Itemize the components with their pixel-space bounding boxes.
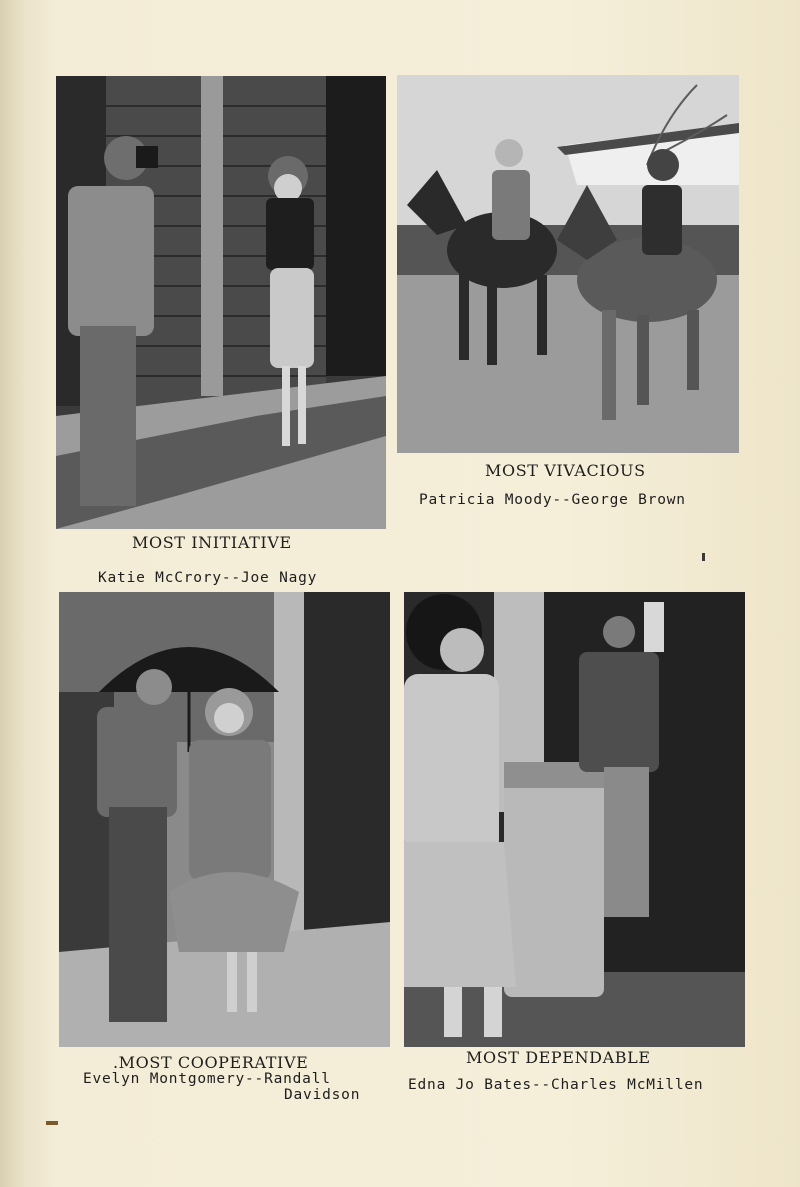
ink-smudge <box>46 1121 58 1125</box>
caption-names-most-cooperative-line2: Davidson <box>284 1087 361 1103</box>
photo-most-cooperative <box>59 592 390 1047</box>
caption-title-most-dependable: MOST DEPENDABLE <box>466 1048 651 1067</box>
caption-names-most-initiative: Katie McCrory--Joe Nagy <box>98 570 318 586</box>
caption-names-most-vivacious: Patricia Moody--George Brown <box>419 492 686 508</box>
caption-title-most-cooperative: .MOST COOPERATIVE <box>113 1053 309 1072</box>
page-spine-shadow <box>0 0 26 1187</box>
caption-names-most-cooperative-line1: Evelyn Montgomery--Randall <box>83 1071 331 1087</box>
caption-title-most-initiative: MOST INITIATIVE <box>132 533 292 552</box>
photo-most-initiative <box>56 76 386 529</box>
photo-most-vivacious <box>397 75 739 453</box>
tick-mark <box>702 553 705 561</box>
caption-names-most-dependable: Edna Jo Bates--Charles McMillen <box>408 1077 704 1093</box>
caption-title-most-vivacious: MOST VIVACIOUS <box>485 461 646 480</box>
photo-most-dependable <box>404 592 745 1047</box>
